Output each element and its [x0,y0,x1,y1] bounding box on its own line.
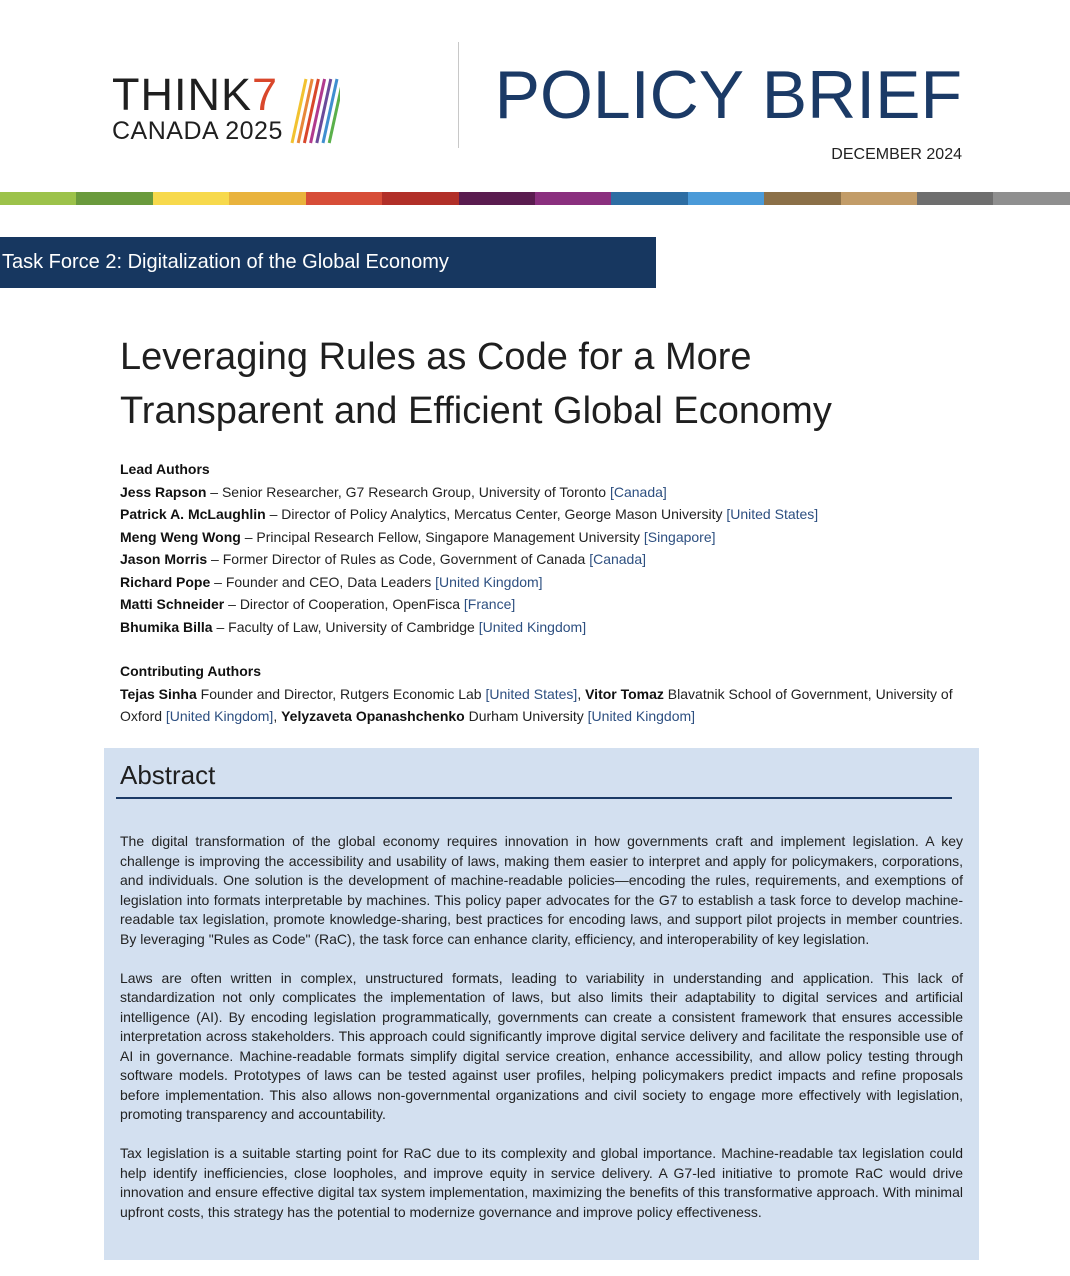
color-bar-segment [841,192,917,205]
color-bar-segment [535,192,611,205]
author-country: [Singapore] [643,528,716,545]
logo-subtitle: CANADA 2025 [112,117,283,145]
logo-wordmark [112,69,283,120]
author-role: – Director of Policy Analytics, Mercatus Center, George Mason University [265,506,727,522]
color-bar-segment [0,192,76,205]
contributing-authors-heading: Contributing Authors [120,663,262,679]
color-bar-segment [459,192,535,205]
lead-author-row [120,593,965,616]
lead-author-row [120,616,965,639]
color-bar-segment [917,192,993,205]
lead-author-row [120,481,965,504]
abstract-box [104,748,979,1260]
abstract-paragraph: The digital transformation of the global economy requires innovation in how governments craft and implement legislation. A key challenge is improving the accessibility and usability of laws, making them easier to interpret and apply for policymakers, corporations, and individuals. One solution is the development of machine-readable policies—encoding the rules, requirements, and exemptions of legislation into formats interpretable by machines. This policy paper advocates for the G7 to establish a task force to develop machine-readable tax legislation, promote knowledge-sharing, best practices for encoding laws, and support pilot projects in member countries. By leveraging "Rules as Code" (RaC), the task force can enhance clarity, efficiency, and interoperability of key legislation. [120,833,963,947]
abstract-paragraph: Laws are often written in complex, unstructured formats, leading to variability in understanding and application. This lack of standardization not only complicates the implementation of laws, but also limits their adaptability to digital services and artificial intelligence (AI). By encoding legislation programmatically, governments can create a consistent framework that ensures accessible interpretation across stakeholders. This approach could significantly improve digital service delivery and facilitate the responsible use of AI in governance. Machine-readable formats simplify digital service creation, enhance accessibility, and allow policy testing through software models. Prototypes of laws can be tested against user profiles, helping policymakers predict impacts and refine proposals before implementation. This also allows non-governmental organizations and civil society to engage more effectively with legislation, promoting transparency and accountability. [120,969,963,1122]
author-country: [United Kingdom] [165,708,274,724]
author-role: – Faculty of Law, University of Cambridge [212,618,479,635]
abstract-heading: Abstract [120,760,216,790]
author-name: Bhumika Billa [120,618,213,635]
color-bar-segment [76,192,152,205]
lead-author-row [120,548,965,571]
author-role: – Director of Cooperation, OpenFisca [224,596,464,612]
author-country: [Canada] [609,483,667,500]
author-role: – Former Director of Rules as Code, Government of Canada [207,551,590,567]
color-bar-segment [306,192,382,205]
author-country: [United Kingdom] [587,708,696,724]
color-bar-segment [153,192,229,205]
author-name: Patrick A. McLaughlin [120,506,266,522]
logo-seven: 7 [252,69,279,120]
lead-author-row [120,571,965,594]
author-name: Tejas Sinha [120,685,197,702]
logo-stripes-icon [288,77,340,145]
author-country: [United Kingdom] [478,618,587,635]
lead-authors-heading: Lead Authors [120,461,210,477]
header-divider [458,42,459,148]
color-bar-segment [382,192,458,205]
color-bar-segment [764,192,840,205]
author-country: [United Kingdom] [435,573,543,590]
contributing-authors [120,660,965,728]
authors-section [120,458,965,728]
author-role: Founder and Director, Rutgers Economic Lab [196,685,486,702]
author-name: Meng Weng Wong [120,528,241,545]
author-role: Durham University [464,708,588,724]
author-role: – Principal Research Fellow, Singapore Management University [240,528,644,545]
page-title-line-1: Leveraging Rules as Code for a More [120,336,752,378]
abstract-body [120,832,963,1242]
color-bar-segment [993,192,1069,205]
think7-logo [112,69,283,145]
contributing-authors-text [120,683,965,728]
page-title-line-2: Transparent and Efficient Global Economy [120,390,832,432]
author-name: Jess Rapson [120,483,207,500]
author-name: Richard Pope [120,573,211,590]
abstract-rule [116,797,952,799]
author-separator: , [273,708,282,724]
author-role: Blavatnik School of Government, University of Oxford [120,685,953,724]
page-title [120,330,980,438]
author-role: – Senior Researcher, G7 Research Group, University of Toronto [206,483,610,500]
author-role: – Founder and CEO, Data Leaders [210,573,436,590]
logo-think: THINK [112,69,252,120]
abstract-paragraph: Tax legislation is a suitable starting point for RaC due to its complexity and global importance. Machine-readable tax legislation could help identify inefficiencies, close loopholes, and improve equity in service delivery. A G7-led initiative to promote RaC would drive innovation and ensure effective digital tax system implementation, maximizing the benefits of this transformative approach. With minimal upfront costs, this strategy has the potential to modernize governance and improve policy effectiveness. [120,1145,963,1220]
author-country: [Canada] [589,551,647,567]
color-bar-segment [688,192,764,205]
color-bar-segment [229,192,305,205]
document-type-title: POLICY BRIEF [494,57,962,133]
color-bar-segment [611,192,687,205]
author-name: Vitor Tomaz [585,685,664,702]
author-name: Yelyzaveta Opanashchenko [281,708,465,724]
lead-author-row [120,526,965,549]
author-country: [United States] [485,685,578,702]
document-date: DECEMBER 2024 [831,146,962,163]
author-separator: , [577,685,586,702]
task-force-banner: Task Force 2: Digitalization of the Global Economy [0,237,656,288]
author-name: Matti Schneider [120,596,225,612]
author-name: Jason Morris [120,551,208,567]
author-country: [France] [463,596,516,612]
color-bar [0,192,1070,205]
author-country: [United States] [726,506,819,522]
lead-authors-list [120,481,965,639]
lead-author-row [120,503,965,526]
